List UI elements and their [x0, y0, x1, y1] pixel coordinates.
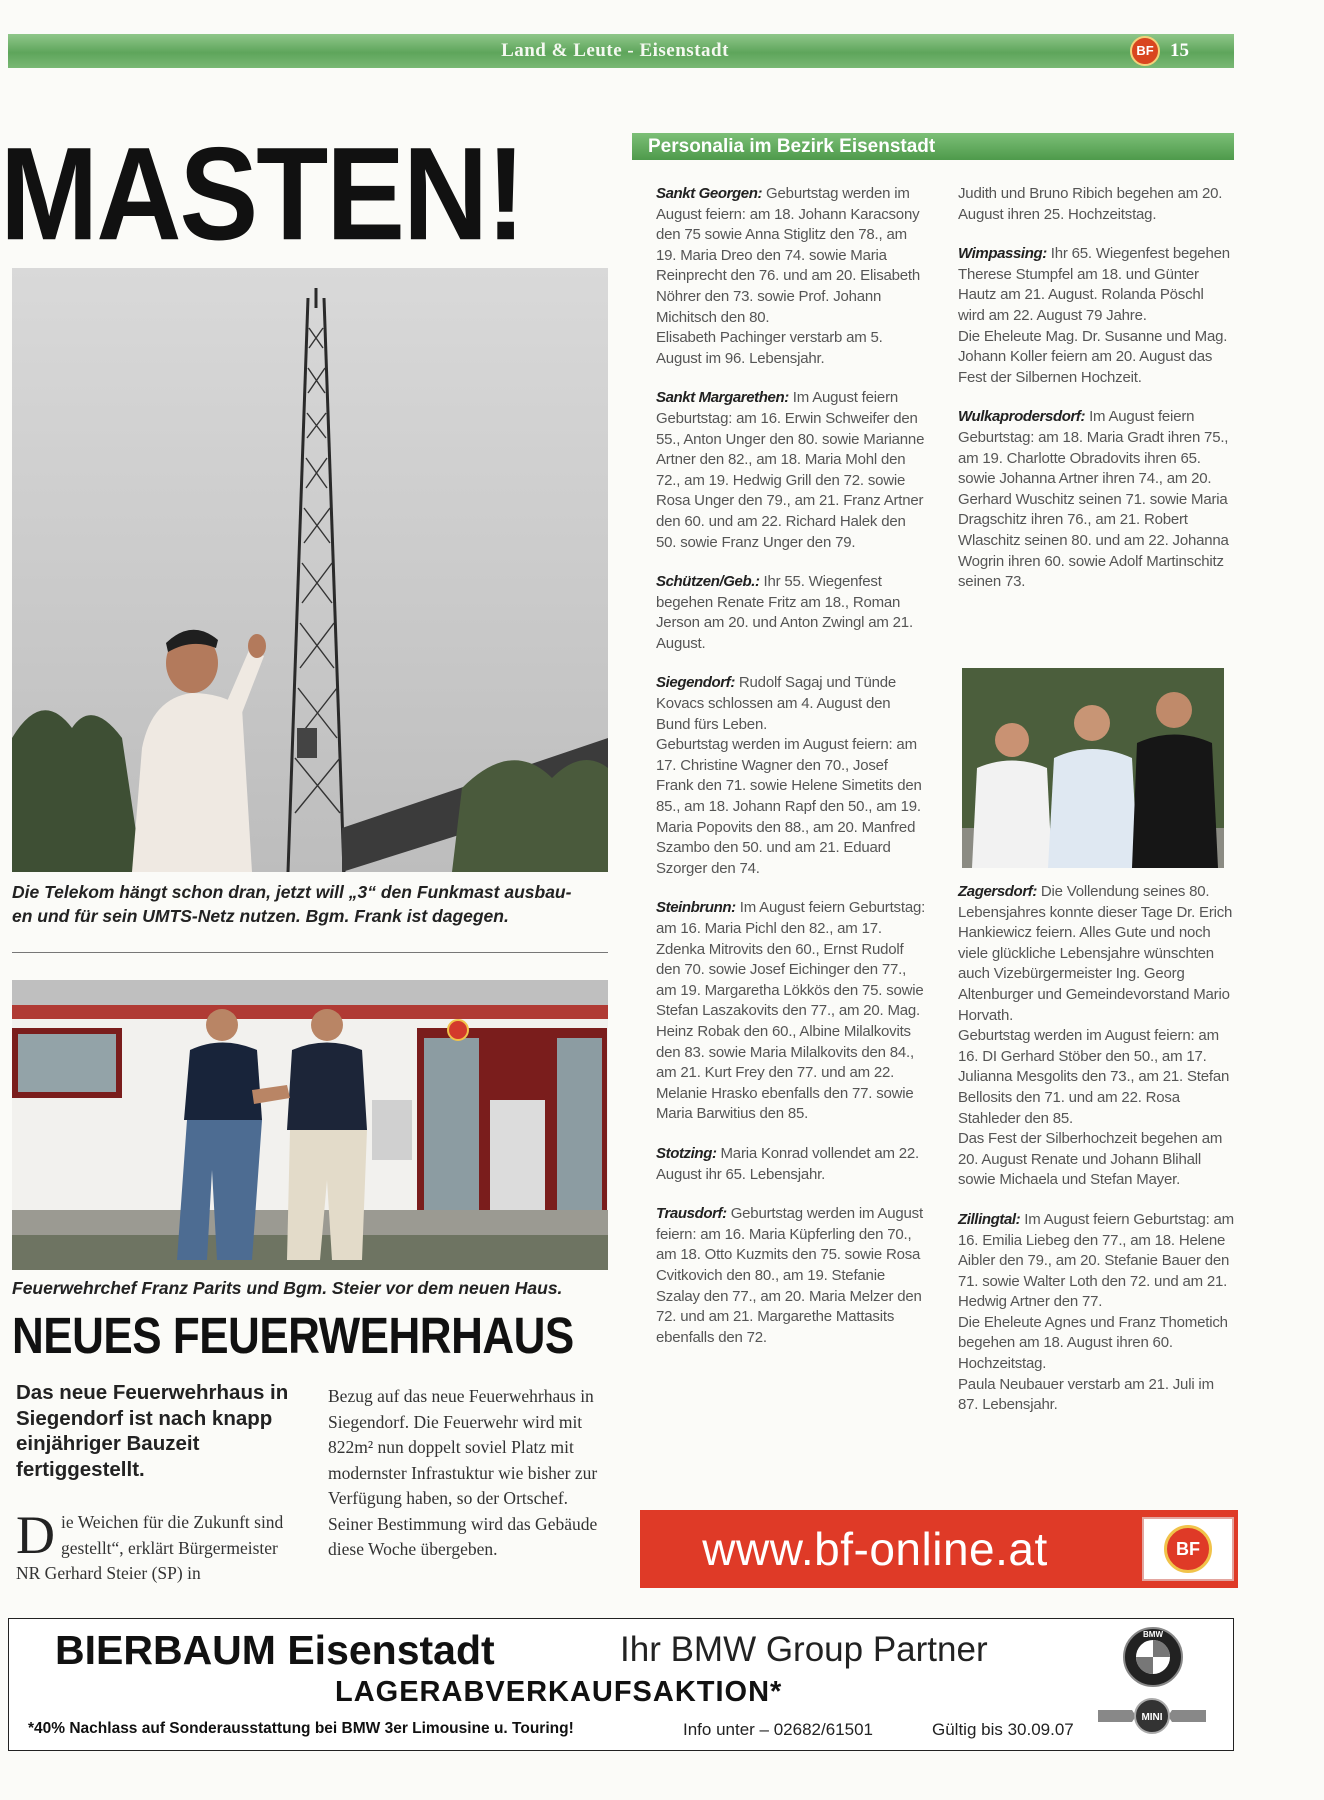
headline-masten: MASTEN!	[0, 120, 524, 269]
caption-mast-line2: en und für sein UMTS-Netz nutzen. Bgm. Frank ist dagegen.	[12, 906, 509, 926]
body-text-col1	[16, 1505, 298, 1587]
entry-siegendorf	[656, 673, 926, 879]
entry-extra: Geburtstag werden im August feiern: am 17. Christine Wagner den 70., Josef Frank den 71. sowie Helene Simetits den 85., am 18. Johann Rapf den 50., am 19. Maria Popovits den 88., am 20. Manfred Szambo den 50. und am 21. Eduard Szorger den 74.	[656, 736, 922, 877]
photo-three-men	[962, 668, 1224, 868]
ad-partner: Ihr BMW Group Partner	[620, 1630, 988, 1669]
place-name: Trausdorf:	[656, 1205, 727, 1223]
place-name: Siegendorf:	[656, 674, 735, 692]
place-name: Sankt Margarethen:	[656, 389, 789, 407]
divider-rule	[12, 952, 608, 953]
entry-ribich	[958, 184, 1234, 225]
entry-text: Ihr 65. Wiegenfest begehen Therese Stumpfel am 18. und Günter Hautz am 21. August. Rolanda Pöschl wird am 22. August 79 Jahre.	[958, 245, 1230, 324]
entry-stotzing	[656, 1144, 926, 1185]
mini-logo	[1096, 1696, 1208, 1736]
entry-extra: Paula Neubauer verstarb am 21. Juli im 87. Lebensjahr.	[958, 1375, 1214, 1414]
entry-text: Im August feiern Geburtstag: am 16. Emilia Liebeg den 77., am 18. Helene Aibler den 79., am 20. Stefanie Bauer den 71. sowie Walter Loth den 72. und am 21. Hedwig Artner den 77.	[958, 1210, 1234, 1311]
place-name: Wimpassing:	[958, 245, 1047, 263]
place-name: Stotzing:	[656, 1144, 717, 1162]
place-name: Zillingtal:	[958, 1210, 1021, 1228]
ad-valid-until: Gültig bis 30.09.07	[932, 1720, 1074, 1739]
entry-sankt-margarethen	[656, 388, 926, 553]
entry-text: Die Vollendung seines 80. Lebensjahres konnte dieser Tage Dr. Erich Hankiewicz feiern. Alles Gute und noch viele glückliche Lebensjahre wünschten auch Vizebürgermeister Ing. Georg Altenburger und Gemeindevorstand Mario Horvath.	[958, 883, 1233, 1024]
entry-text: Rudolf Sagaj und Tünde Kovacs schlossen am 4. August den Bund fürs Leben.	[656, 674, 897, 733]
bf-logo-badge: BF	[1130, 36, 1160, 66]
entry-text: Geburtstag werden im August feiern: am 18. Johann Karacsony den 75 sowie Anna Stiglitz den 78., am 19. Maria Dreo den 74. sowie Maria Reinprecht den 76. und am 20. Elisabeth Nöhrer den 73. sowie Prof. Johann Michitsch den 80.	[656, 185, 921, 326]
bf-logo	[1142, 1517, 1234, 1581]
ad-company: BIERBAUM Eisenstadt	[55, 1627, 495, 1673]
entry-text: Judith und Bruno Ribich begehen am 20. August ihren 25. Hochzeitstag.	[958, 185, 1223, 223]
personalia-column-2-top	[958, 184, 1234, 612]
body-text-col2: Bezug auf das neue Feuerwehrhaus in Siegendorf. Die Feuerwehr wird mit 822m² nun doppelt soviel Platz mit modernster Infrastuktur wie bisher zur Verfügung haben, so der Ortschef. Seiner Bestimmung wird das Gebäude diese Woche übergeben.	[328, 1386, 598, 1559]
lead-paragraph: Das neue Feuerwehrhaus in Siegendorf ist nach knapp einjähriger Bauzeit fertiggestellt.	[16, 1381, 289, 1481]
body-text-col1-content: ie Weichen für die Zukunft sind gestellt“, erklärt Bürgermeister NR Gerhard Steier (SP) in	[16, 1512, 284, 1583]
caption-mast	[12, 880, 612, 928]
entry-text: Im August feiern Geburtstag: am 16. Erwin Schweifer den 55., Anton Unger den 80. sowie Marianne Artner den 82., am 18. Maria Mohl den 72., am 19. Hedwig Grill den 72. sowie Rosa Unger den 79., am 21. Franz Artner den 60. und am 22. Richard Halek den 50. sowie Franz Unger den 79.	[656, 389, 925, 551]
page-number: 15	[1170, 40, 1189, 61]
headline-feuerwehrhaus: NEUES FEUERWEHRHAUS	[12, 1308, 574, 1365]
entry-text: Maria Konrad vollendet am 22. August ihr 65. Lebensjahr.	[656, 1144, 919, 1183]
place-name: Schützen/Geb.:	[656, 573, 760, 591]
bmw-logo	[1122, 1626, 1184, 1688]
entry-extra: Die Eheleute Agnes und Franz Thometich begehen am 18. August ihren 60. Hochzeitstag.	[958, 1313, 1228, 1373]
personalia-title: Personalia im Bezirk Eisenstadt	[648, 136, 936, 157]
entry-sankt-georgen	[656, 184, 926, 369]
entry-wulkaprodersdorf	[958, 407, 1234, 592]
entry-text: Im August feiern Geburtstag: am 18. Maria Gradt ihren 75., am 19. Charlotte Obradovits ihren 65. sowie Johanna Artner ihren 74., am 20. Gerhard Wuschitz seinen 71. sowie Maria Dragschitz ihren 76., am 21. Robert Wlaschitz seinen 80. und am 22. Johanna Wogrin ihren 60. sowie Adolf Martinschitz seinen 73.	[958, 408, 1229, 591]
entry-zillingtal	[958, 1210, 1234, 1416]
entry-extra: Die Eheleute Mag. Dr. Susanne und Mag. Johann Koller feiern am 20. August das Fest der Silbernen Hochzeit.	[958, 327, 1228, 386]
entry-schuetzen	[656, 572, 926, 654]
section-title: Land & Leute - Eisenstadt	[501, 40, 729, 61]
place-name: Wulkaprodersdorf:	[958, 408, 1086, 426]
photo-radio-mast	[12, 268, 608, 872]
caption-fire-station: Feuerwehrchef Franz Parits und Bgm. Steier vor dem neuen Haus.	[12, 1278, 563, 1298]
personalia-column-2-bottom	[958, 882, 1234, 1435]
ad-info-phone: Info unter – 02682/61501	[683, 1720, 873, 1739]
ad-discount: *40% Nachlass auf Sonderausstattung bei BMW 3er Limousine u. Touring!	[28, 1720, 574, 1737]
caption-mast-line1: Die Telekom hängt schon dran, jetzt will „3“ den Funkmast ausbau-	[12, 882, 572, 902]
ad-action: LAGERABVERKAUFSAKTION*	[335, 1676, 783, 1708]
mini-logo-text: MINI	[1141, 1712, 1163, 1723]
website-url[interactable]: www.bf-online.at	[702, 1523, 1048, 1575]
place-name: Zagersdorf:	[958, 883, 1037, 900]
photo-fire-station	[12, 980, 608, 1270]
personalia-column-1	[656, 184, 926, 1367]
bmw-logo-text: BMW	[1143, 1630, 1163, 1639]
entry-extra: Das Fest der Silberhochzeit begehen am 20. August Renate und Johann Blihall sowie Michaela und Stefan Mayer.	[958, 1130, 1223, 1189]
entry-trausdorf	[656, 1204, 926, 1348]
entry-text: Ihr 55. Wiegenfest begehen Renate Fritz am 18., Roman Jerson am 20. und Anton Zwingl am 21. August.	[656, 573, 913, 652]
entry-text: Im August feiern Geburtstag: am 16. Maria Pichl den 82., am 17. Zdenka Mitrovits den 60., Ernst Rudolf den 70. sowie Josef Eichinger den 77., am 19. Margaretha Lökkös den 75. sowie Stefan Laszakovits den 77., am 20. Mag. Heinz Robak den 60., Albine Milalkovits den 83. sowie Maria Milalkovits den 84., am 21. Kurt Frey den 77. und am 22. Melanie Hrasko ebenfalls den 77. sowie Maria Barwitius den 85.	[656, 899, 926, 1123]
dropcap-d: D	[16, 1505, 55, 1565]
place-name: Sankt Georgen:	[656, 185, 763, 202]
entry-extra: Geburtstag werden im August feiern: am 16. DI Gerhard Stöber den 50., am 17. Julianna Mesgolits den 73., am 21. Stefan Bellosits den 71. und am 22. Rosa Stahleder den 85.	[958, 1027, 1230, 1127]
entry-steinbrunn	[656, 898, 926, 1125]
entry-extra: Elisabeth Pachinger verstarb am 5. August im 96. Lebensjahr.	[656, 329, 883, 367]
entry-zagersdorf	[958, 882, 1234, 1191]
place-name: Steinbrunn:	[656, 899, 736, 917]
entry-text: Geburtstag werden im August feiern: am 16. Maria Küpferling den 70., am 18. Otto Kuzmits den 75. sowie Rosa Cvitkovich den 80., am 19. Stefanie Szalay den 77., am 20. Maria Melzer den 72. und am 21. Margarethe Mattasits ebenfalls den 72.	[656, 1205, 923, 1346]
bf-logo-circle: BF	[1164, 1525, 1212, 1573]
entry-wimpassing	[958, 244, 1234, 388]
